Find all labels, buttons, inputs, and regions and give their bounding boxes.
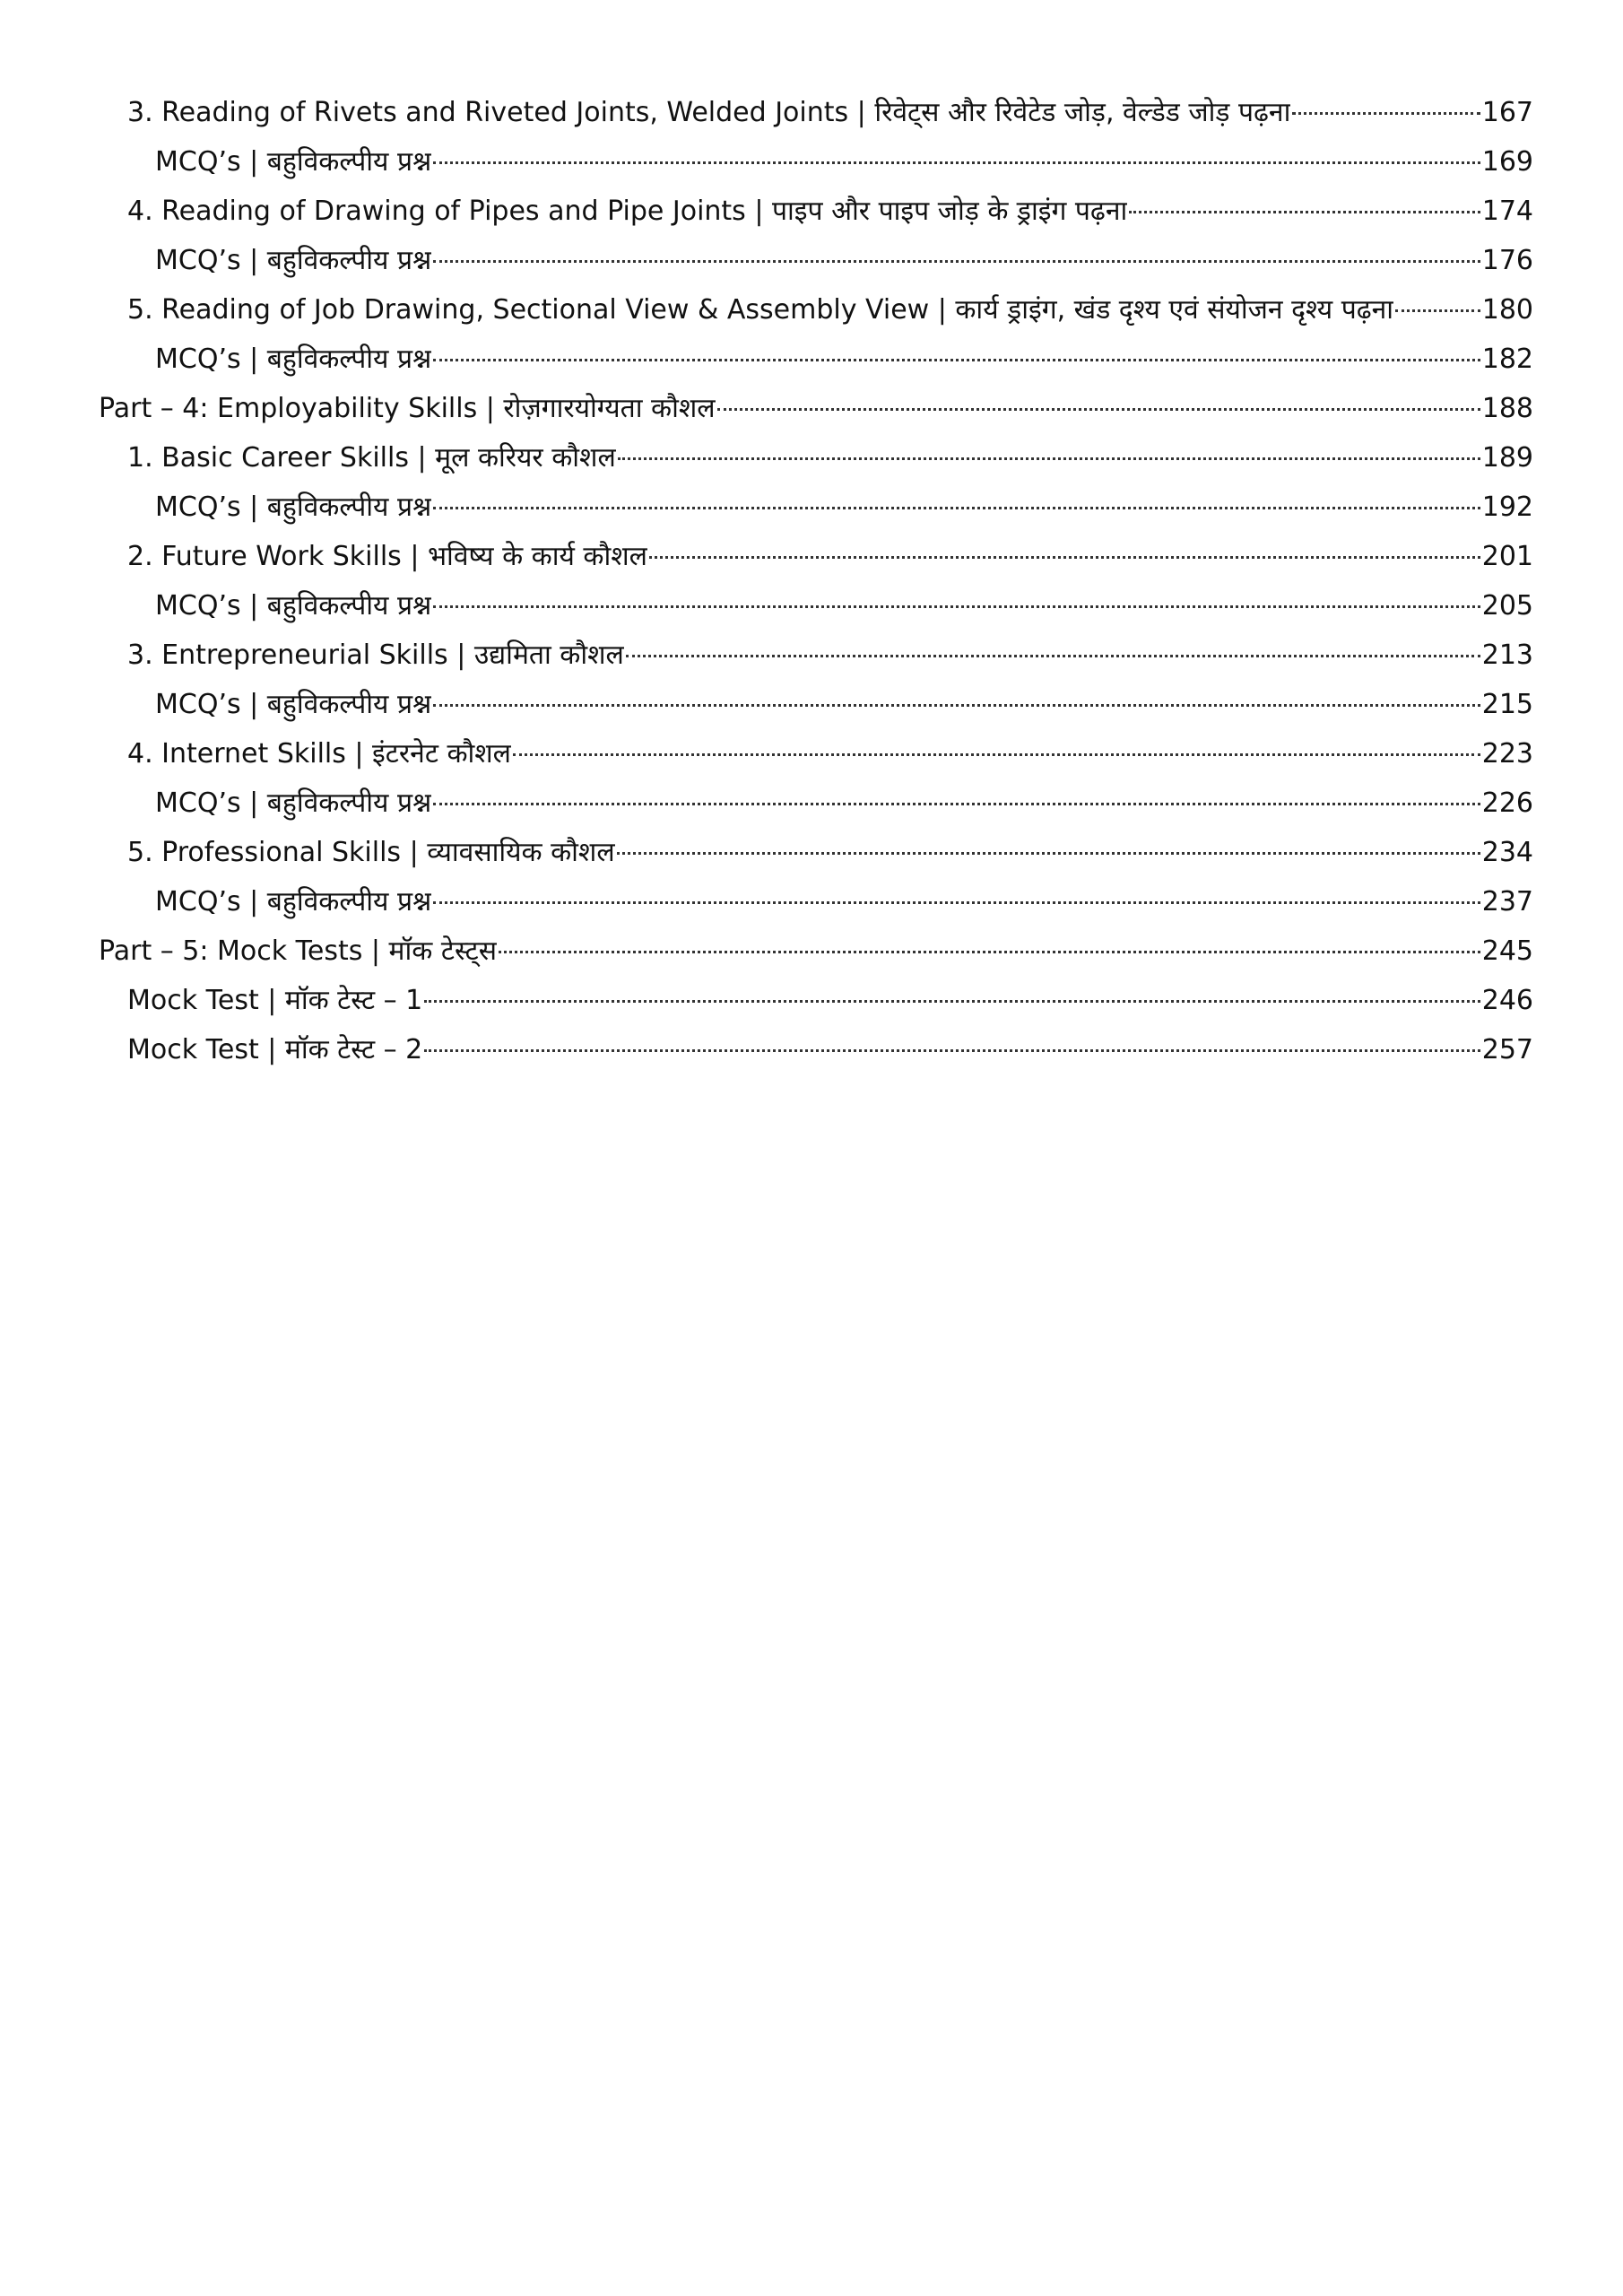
dot-leader	[1129, 211, 1480, 213]
toc-page-number: 189	[1481, 442, 1533, 474]
toc-entry-title: MCQ’s | बहुविकल्पीय प्रश्न	[155, 146, 432, 178]
toc-entry-title: Part – 5: Mock Tests | मॉक टेस्ट्स	[99, 935, 498, 967]
dot-leader	[649, 556, 1480, 559]
toc-page-number: 201	[1481, 541, 1533, 572]
toc-page-number: 215	[1481, 689, 1533, 720]
toc-subentry[interactable]	[99, 335, 1533, 384]
toc-part-entry[interactable]	[99, 926, 1533, 976]
toc-entry-title: 4. Reading of Drawing of Pipes and Pipe Joints | पाइप और पाइप जोड़ के ड्राइंग पढ़ना	[127, 196, 1128, 227]
dot-leader	[433, 704, 1480, 707]
toc-chapter-entry[interactable]	[99, 532, 1533, 581]
toc-chapter-entry[interactable]	[99, 828, 1533, 877]
toc-entry-title: MCQ’s | बहुविकल्पीय प्रश्न	[155, 491, 432, 523]
dot-leader	[433, 359, 1480, 361]
toc-entry-title: 2. Future Work Skills | भविष्य के कार्य कौशल	[127, 541, 647, 572]
toc-page-number: 176	[1481, 245, 1533, 276]
toc-subentry[interactable]	[99, 483, 1533, 532]
dot-leader	[433, 901, 1480, 904]
dot-leader	[424, 1049, 1480, 1052]
toc-subentry[interactable]	[99, 877, 1533, 926]
toc-page-number: 188	[1481, 393, 1533, 424]
toc-entry-title: 5. Professional Skills | व्यावसायिक कौशल	[127, 837, 615, 868]
toc-entry-title: 3. Reading of Rivets and Riveted Joints, Welded Joints | रिवेट्स और रिवेटेड जोड़, वेल्डेड जोड़ पढ़ना	[127, 97, 1291, 128]
toc-chapter-entry[interactable]	[99, 433, 1533, 483]
toc-entry-title: 3. Entrepreneurial Skills | उद्यमिता कौशल	[127, 639, 624, 671]
toc-page-number: 167	[1481, 97, 1533, 128]
dot-leader	[433, 507, 1480, 509]
dot-leader	[1292, 112, 1480, 115]
toc-page-number: 237	[1481, 886, 1533, 918]
toc-subentry[interactable]	[99, 581, 1533, 631]
toc-entry-title: MCQ’s | बहुविकल्पीय प्रश्न	[155, 886, 432, 918]
toc-page-number: 182	[1481, 344, 1533, 375]
toc-entry-title: Part – 4: Employability Skills | रोज़गारयोग्यता कौशल	[99, 393, 716, 424]
dot-leader	[717, 408, 1480, 411]
dot-leader	[433, 161, 1480, 164]
toc-chapter-entry[interactable]	[99, 285, 1533, 335]
toc-chapter-entry[interactable]	[99, 88, 1533, 137]
toc-page-number: 245	[1481, 935, 1533, 967]
toc-page-number: 226	[1481, 787, 1533, 819]
dot-leader	[499, 951, 1480, 953]
toc-page-number: 257	[1481, 1034, 1533, 1065]
toc-subentry[interactable]	[99, 236, 1533, 285]
dot-leader	[626, 655, 1480, 657]
toc-entry-title: MCQ’s | बहुविकल्पीय प्रश्न	[155, 245, 432, 276]
toc-page-number: 192	[1481, 491, 1533, 523]
toc-entry-title: Mock Test | मॉक टेस्ट – 1	[127, 985, 423, 1016]
toc-page-number: 223	[1481, 738, 1533, 770]
toc-chapter-entry[interactable]	[99, 187, 1533, 236]
toc-part-entry[interactable]	[99, 384, 1533, 433]
dot-leader	[618, 457, 1480, 460]
toc-page-number: 205	[1481, 590, 1533, 622]
toc-page-number: 169	[1481, 146, 1533, 178]
toc-entry-title: Mock Test | मॉक टेस्ट – 2	[127, 1034, 423, 1065]
dot-leader	[1395, 309, 1480, 312]
toc-page-number: 174	[1481, 196, 1533, 227]
toc-page-number: 234	[1481, 837, 1533, 868]
dot-leader	[617, 852, 1480, 855]
toc-entry-title: MCQ’s | बहुविकल्पीय प्रश्न	[155, 344, 432, 375]
toc-chapter-entry[interactable]	[99, 631, 1533, 680]
toc-page-number: 246	[1481, 985, 1533, 1016]
toc-entry-title: MCQ’s | बहुविकल्पीय प्रश्न	[155, 689, 432, 720]
dot-leader	[433, 605, 1480, 608]
dot-leader	[513, 753, 1480, 756]
table-of-contents	[99, 88, 1533, 1074]
dot-leader	[433, 803, 1480, 805]
toc-entry-title: 1. Basic Career Skills | मूल करियर कौशल	[127, 442, 616, 474]
toc-entry-title: MCQ’s | बहुविकल्पीय प्रश्न	[155, 590, 432, 622]
toc-subentry[interactable]	[99, 680, 1533, 729]
toc-chapter-entry[interactable]	[99, 976, 1533, 1025]
dot-leader	[433, 260, 1480, 263]
toc-page-number: 180	[1481, 294, 1533, 326]
toc-subentry[interactable]	[99, 137, 1533, 187]
toc-page-number: 213	[1481, 639, 1533, 671]
dot-leader	[424, 1000, 1480, 1003]
toc-entry-title: MCQ’s | बहुविकल्पीय प्रश्न	[155, 787, 432, 819]
toc-entry-title: 5. Reading of Job Drawing, Sectional View & Assembly View | कार्य ड्राइंग, खंड दृश्य एवं संयोजन दृश्य पढ़ना	[127, 294, 1394, 326]
toc-chapter-entry[interactable]	[99, 1025, 1533, 1074]
toc-chapter-entry[interactable]	[99, 729, 1533, 778]
toc-entry-title: 4. Internet Skills | इंटरनेट कौशल	[127, 738, 512, 770]
toc-subentry[interactable]	[99, 778, 1533, 828]
